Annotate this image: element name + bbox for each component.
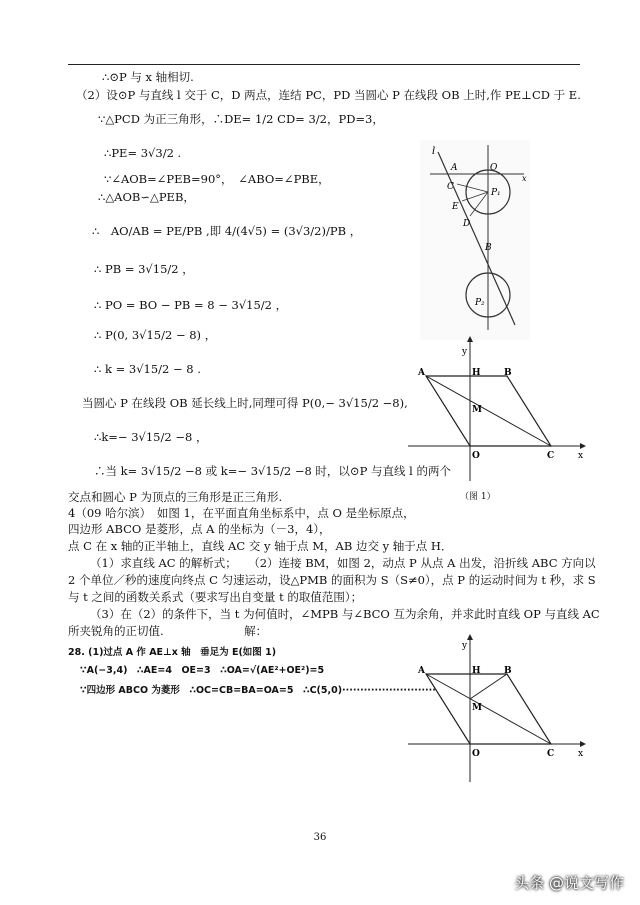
figure-rhombus-2 — [404, 634, 594, 784]
label-y: y — [462, 347, 468, 357]
label-a: A — [418, 666, 425, 676]
watermark: 头条 @说文写作 — [514, 874, 624, 892]
text-line: （3）在（2）的条件下，当 t 为何值时，∠MPB 与∠BCO 互为余角，并求此时直线 OP 与直线 AC — [90, 607, 600, 621]
text-line: 2 个单位／秒的速度向终点 C 匀速运动，设△PMB 的面积为 S（S≠0），点 P 的运动时间为 t 秒，求 S — [68, 573, 596, 587]
text-line: ∵△PCD 为正三角形，∴DE= 1/2 CD= 3/2，PD=3， — [98, 112, 384, 126]
text-line: ∴PE= 3√3/2 . — [104, 146, 182, 160]
figure-circles — [420, 140, 530, 340]
x-axis-arrow — [580, 741, 586, 747]
text-line: ∴当 k= 3√15/2 −8 或 k=− 3√15/2 −8 时，以⊙P 与直线 l 的两个 — [94, 464, 451, 478]
text-line: 当圆心 P 在线段 OB 延长线上时,同理可得 P(0,− 3√15/2 −8), — [82, 396, 408, 410]
label-x: x — [578, 451, 584, 461]
label-o: O — [472, 451, 480, 461]
text-line: 4（09 哈尔滨） 如图 1，在平面直角坐标系中，点 O 是坐标原点， — [68, 506, 415, 520]
label-l: l — [432, 146, 436, 157]
text-line: （1）求直线 AC 的解析式； （2）连接 BM，如图 2，动点 P 从点 A 出发，沿折线 ABC 方向以 — [90, 556, 596, 570]
solution-line: ∵四边形 ABCO 为菱形 ∴OC=CB=BA=OA=5 ∴C(5,0)·························· — [80, 685, 436, 696]
label-a: A — [418, 368, 425, 378]
diagonal-ac — [426, 376, 551, 446]
label-h: H — [472, 368, 481, 378]
label-p2: P₂ — [475, 298, 485, 308]
label-x: x — [578, 749, 584, 759]
label-c: C — [547, 451, 555, 461]
segment-bm — [470, 674, 507, 699]
text-line: （2）设⊙P 与直线 l 交于 C，D 两点，连结 PC，PD 当圆心 P 在线段 OB 上时,作 PE⊥CD 于 E. — [76, 88, 581, 102]
label-m: M — [472, 405, 482, 415]
label-o: O — [490, 163, 498, 173]
label-d: D — [463, 219, 471, 229]
label-o: O — [472, 749, 480, 759]
x-axis-arrow — [580, 443, 586, 449]
figure-caption: （图 1） — [460, 492, 496, 502]
text-line: ∴ P(0, 3√15/2 − 8) ， — [94, 328, 217, 342]
label-x: x — [522, 174, 527, 183]
text-line: 点 C 在 x 轴的正半轴上，直线 AC 交 y 轴于点 M，AB 边交 y 轴于点 H． — [68, 539, 453, 553]
text-line: ∴ PB = 3√15/2 ， — [94, 262, 194, 276]
text-line: ∴ PO = BO − PB = 8 − 3√15/2 ， — [94, 298, 288, 312]
label-c: C — [547, 749, 555, 759]
label-b: B — [504, 368, 512, 378]
text-line: ∴△AOB∽△PEB， — [98, 190, 195, 204]
text-line: 与 t 之间的函数关系式（要求写出自变量 t 的取值范围）； — [68, 590, 363, 604]
y-axis-arrow — [467, 336, 473, 342]
top-rule — [68, 64, 580, 65]
text-line: ∴⊙P 与 x 轴相切. — [102, 70, 194, 84]
label-h: H — [472, 666, 481, 676]
label-m: M — [472, 703, 482, 713]
text-line: ∵∠AOB=∠PEB=90°， ∠ABO=∠PBE， — [104, 172, 330, 186]
label-y: y — [462, 641, 468, 651]
y-axis-arrow — [467, 634, 473, 640]
text-line: ∴k=− 3√15/2 −8 ， — [94, 430, 208, 444]
text-line: 四边形 ABCO 是菱形，点 A 的坐标为（－3，4）， — [68, 522, 331, 536]
page-number: 36 — [313, 832, 327, 843]
text-line: ∴ AO/AB = PE/PB ,即 4/(4√5) = (3√3/2)/PB ， — [92, 224, 362, 238]
text-line: 所夹锐角的正切值. 解： — [68, 624, 268, 638]
solution-line: 28. (1)过点 A 作 AE⊥x 轴 垂足为 E(如图 1) — [68, 647, 277, 658]
label-e: E — [452, 202, 459, 212]
figure-background — [420, 140, 530, 340]
figure-rhombus-1 — [404, 336, 594, 486]
text-line: 交点和圆心 P 为顶点的三角形是正三角形. — [68, 490, 283, 504]
label-b: B — [485, 243, 492, 253]
label-p1: P₁ — [491, 188, 501, 198]
label-a: A — [451, 163, 458, 173]
text-line: ∴ k = 3√15/2 − 8 . — [94, 362, 201, 376]
solution-line: ∵A(−3,4) ∴AE=4 OE=3 ∴OA=√(AE²+OE²)=5 — [80, 665, 325, 676]
diagonal-ac — [426, 674, 551, 744]
label-b: B — [504, 666, 512, 676]
label-c: C — [447, 182, 454, 192]
